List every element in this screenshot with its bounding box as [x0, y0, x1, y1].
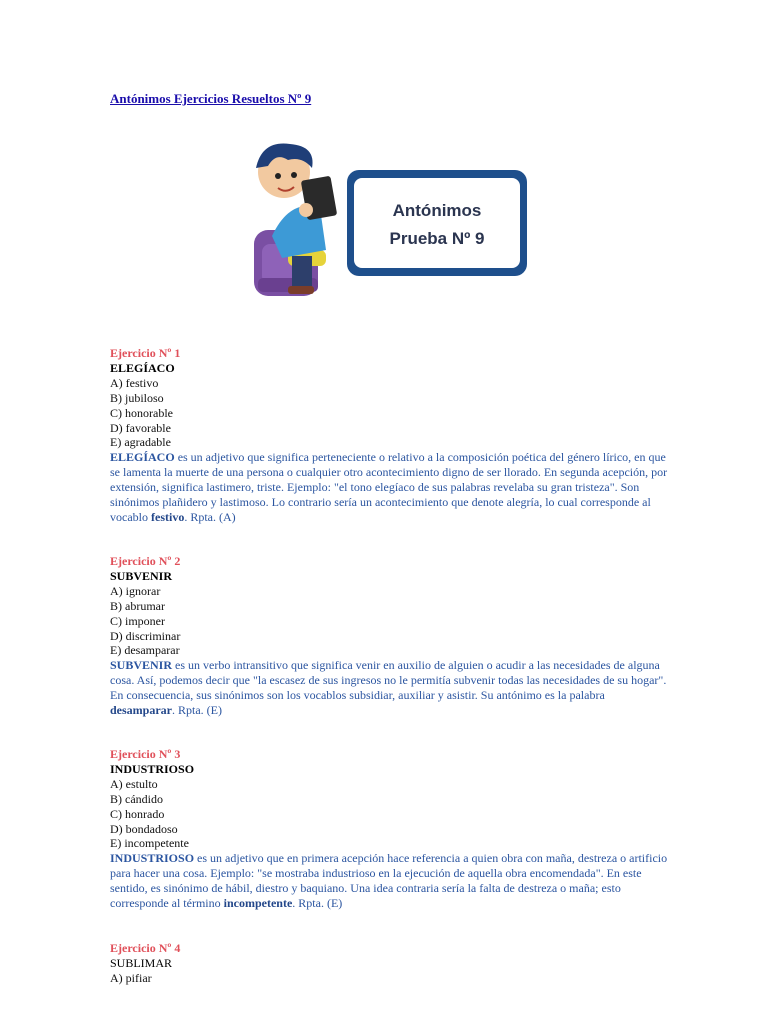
- explanation: [110, 658, 670, 718]
- option-b: B) jubiloso: [110, 390, 164, 405]
- explanation-rpta: . Rpta. (E): [172, 703, 222, 718]
- option-e: E) desamparar: [110, 643, 180, 658]
- explanation-answer: incompetente: [223, 896, 293, 911]
- exercise-heading: Ejercicio Nº 4: [110, 941, 181, 955]
- explanation-rpta: . Rpta. (E): [292, 896, 343, 911]
- exercise-word: ELEGÍACO: [110, 360, 175, 375]
- exercise-3: [110, 747, 670, 911]
- option-c: C) imponer: [110, 613, 165, 628]
- exercise-heading: Ejercicio Nº 3: [110, 747, 181, 761]
- exercise-4: [110, 941, 670, 986]
- option-a: A) estulto: [110, 776, 158, 791]
- option-c: C) honrado: [110, 806, 165, 821]
- option-a: A) pifiar: [110, 970, 152, 985]
- option-b: B) cándido: [110, 791, 163, 806]
- explanation-term: ELEGÍACO: [110, 450, 175, 465]
- svg-text:Prueba Nº 9: Prueba Nº 9: [389, 229, 485, 248]
- option-e: E) incompetente: [110, 836, 189, 851]
- explanation-text: es un verbo intransitivo que significa venir en auxilio de alguien o acudir a las necesidades de alguna cosa. Así, podemos decir que "la escasez de sus ingresos no le permitía subvenir todas las necesidades de su hogar". En consecuencia, sus sinónimos son los vocablos subsidiar, auxiliar y asistir. Su antónimo es la palabra: [110, 658, 667, 703]
- explanation: [110, 450, 670, 525]
- option-c: C) honorable: [110, 405, 173, 420]
- option-a: A) festivo: [110, 375, 159, 390]
- explanation-term: INDUSTRIOSO: [110, 851, 195, 866]
- exercise-word: SUBLIMAR: [110, 955, 173, 970]
- exercise-heading: Ejercicio Nº 2: [110, 554, 181, 568]
- explanation-term: SUBVENIR: [110, 658, 173, 673]
- option-d: D) favorable: [110, 420, 171, 435]
- option-b: B) abrumar: [110, 598, 165, 613]
- header-illustration: [232, 138, 532, 306]
- explanation: [110, 851, 670, 911]
- exercise-word: SUBVENIR: [110, 568, 173, 583]
- title-banner: [347, 170, 527, 276]
- option-a: A) ignorar: [110, 583, 161, 598]
- exercise-1: [110, 346, 670, 525]
- explanation-answer: desamparar: [110, 703, 172, 718]
- exercise-heading: Ejercicio Nº 1: [110, 346, 181, 360]
- explanation-answer: festivo: [151, 509, 185, 524]
- exercise-word: INDUSTRIOSO: [110, 761, 195, 776]
- option-d: D) bondadoso: [110, 821, 178, 836]
- explanation-text: es un adjetivo que significa perteneciente o relativo a la composición poética del género lírico, en que se lamenta la muerte de una persona o cualquier otro acontecimiento digno de ser llorado. En segunda acepción, por extensión, significa lastimero, triste. Ejemplo: "el tono elegíaco de sus palabras revelaba su gran tristeza". Son sinónimos plañidero y lastimoso. Lo contrario sería un acontecimiento que denote alegría, lo cual corresponde al vocablo: [110, 450, 668, 524]
- exercise-2: [110, 554, 670, 718]
- option-d: D) discriminar: [110, 628, 181, 643]
- page-title-link[interactable]: Antónimos Ejercicios Resueltos Nº 9: [110, 91, 312, 106]
- option-e: E) agradable: [110, 435, 171, 450]
- explanation-rpta: . Rpta. (A): [184, 509, 236, 524]
- explanation-text: es un adjetivo que en primera acepción hace referencia a quien obra con maña, destreza o artificio para hacer una cosa. Ejemplo: "se mostraba industrioso en la ejecución de aquella obra encomendada". En este sentido, es sinónimo de hábil, diestro y baquiano. Una idea contraria sería la falta de destreza o maña; esto corresponde al término: [110, 851, 668, 911]
- svg-text:Antónimos: Antónimos: [392, 201, 482, 220]
